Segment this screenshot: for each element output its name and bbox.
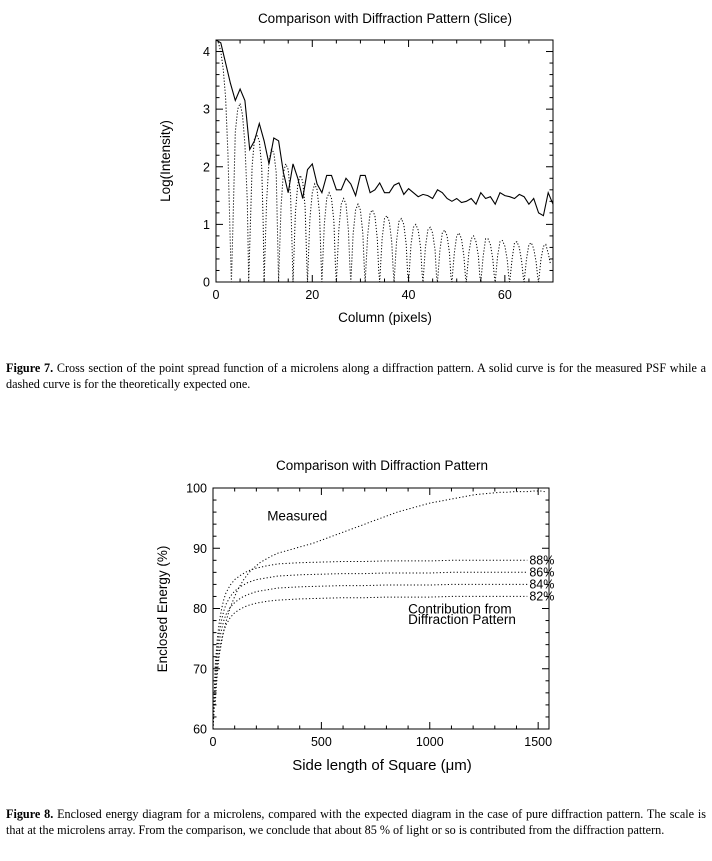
- chart-title: Comparison with Diffraction Pattern (Slice): [257, 11, 513, 26]
- series-line-0: [215, 491, 545, 705]
- x-tick-label: 40: [401, 288, 416, 302]
- figure-7-caption: [6, 360, 706, 392]
- y-tick-label: 60: [193, 722, 207, 737]
- curve-label-1: 86%: [529, 565, 555, 580]
- series-line-1: [216, 40, 551, 282]
- x-tick-label: 0: [212, 288, 220, 302]
- y-axis-label: Log(Intensity): [158, 120, 173, 202]
- series-line-2: [213, 572, 527, 729]
- curve-label-2: 84%: [529, 577, 555, 592]
- y-tick-label: 100: [186, 481, 207, 496]
- x-axis-label: Side length of Square (μm): [292, 757, 472, 774]
- x-tick-label: 20: [305, 288, 320, 302]
- y-axis-label: Enclosed Energy (%): [155, 545, 170, 673]
- y-tick-label: 2: [203, 160, 210, 175]
- series-line-0: [216, 40, 553, 216]
- x-tick-label: 60: [497, 288, 512, 302]
- x-tick-label: 500: [310, 735, 332, 749]
- y-tick-label: 0: [203, 275, 210, 290]
- plot-frame: [216, 40, 553, 282]
- figure-8-chart: [0, 440, 712, 780]
- y-tick-label: 3: [203, 102, 210, 117]
- y-tick-label: 90: [193, 541, 207, 556]
- y-tick-label: 80: [193, 602, 207, 616]
- x-tick-label: 0: [209, 735, 217, 749]
- curve-label-3: 82%: [529, 589, 555, 604]
- x-tick-label: 1000: [415, 735, 444, 749]
- annotation-2: Diffraction Pattern: [408, 612, 516, 628]
- annotation-1: Contribution from: [408, 601, 512, 617]
- figure-7-chart: [0, 0, 712, 340]
- y-tick-label: 70: [193, 662, 207, 677]
- figure-number: Figure 8.: [6, 807, 54, 821]
- figure-8-caption: [6, 806, 706, 838]
- chart-title: Comparison with Diffraction Pattern: [275, 458, 489, 473]
- caption-text: Enclosed energy diagram for a microlens, compared with the expected diagram in the case of pure diffraction pattern. The scale is that at the microlens array. From the comparison, we conclude that about 85 % of light or so is contributed from the diffraction pattern.: [6, 807, 706, 837]
- annotation-0: Measured: [267, 508, 328, 524]
- figure-number: Figure 7.: [6, 361, 54, 375]
- curve-label-0: 88%: [529, 553, 555, 568]
- y-tick-label: 4: [203, 45, 210, 60]
- caption-text: Cross section of the point spread function of a microlens along a diffraction pattern. A solid curve is for the measured PSF while a dashed curve is for the theoretically expected one.: [6, 361, 706, 391]
- y-tick-label: 1: [203, 217, 210, 232]
- x-tick-label: 1500: [524, 735, 553, 749]
- x-axis-label: Column (pixels): [338, 310, 432, 325]
